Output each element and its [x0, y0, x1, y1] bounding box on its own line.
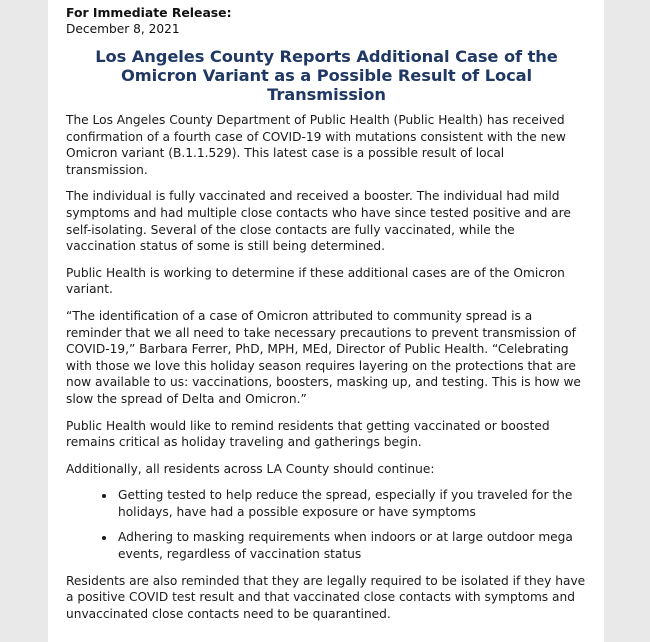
release-date: December 8, 2021 [66, 22, 180, 36]
document-page [48, 0, 604, 642]
recommendation-list [66, 487, 587, 562]
list-item: • Getting tested to help reduce the spread, especially if you traveled for the holidays, have had a possible exposure or have symptoms [116, 487, 587, 520]
document-content [48, 0, 604, 622]
paragraph-confirmation: The Los Angeles County Department of Public Health (Public Health) has received confirmation of a fourth case of COVID-19 with mutations consistent with the new Omicron variant (B.1.1.529). This latest case is a possible result of local transmission. [66, 113, 566, 177]
paragraph-closing: Residents are also reminded that they are legally required to be isolated if they have a positive COVID test result and that vaccinated close contacts with symptoms and unvaccinated close contacts need to be quarantined. [66, 573, 586, 621]
paragraph-reminder: Public Health would like to remind residents that getting vaccinated or boosted remains critical as holiday traveling and gatherings begin. [66, 418, 550, 450]
paragraph-quote: “The identification of a case of Omicron attributed to community spread is a reminder that we all need to take necessary precautions to prevent transmission of COVID-19,” Barbara Ferrer, PhD, MPH, MEd, Director of Public Health. “Celebrating with those we love this holiday season requires layering on the protections that are now available to us: vaccinations, boosters, masking up, and testing. This is how we slow the spread of Delta and Omicron.” [66, 308, 581, 406]
paragraph-determination: Public Health is working to determine if these additional cases are of the Omicron variant. [66, 265, 565, 297]
press-release-headline: Los Angeles County Reports Additional Case of the Omicron Variant as a Possible Result of Local Transmission [95, 47, 558, 104]
paragraph-continue: Additionally, all residents across LA County should continue: [66, 461, 435, 476]
release-label: For Immediate Release: [66, 5, 232, 20]
list-item: • Adhering to masking requirements when indoors or at large outdoor mega events, regardless of vaccination status [116, 529, 587, 562]
paragraph-individual: The individual is fully vaccinated and received a booster. The individual had mild symptoms and had multiple close contacts who have since tested positive and are self-isolating. Several of the close contacts are fully vaccinated, while the vaccination status of some is still being determined. [66, 189, 571, 254]
